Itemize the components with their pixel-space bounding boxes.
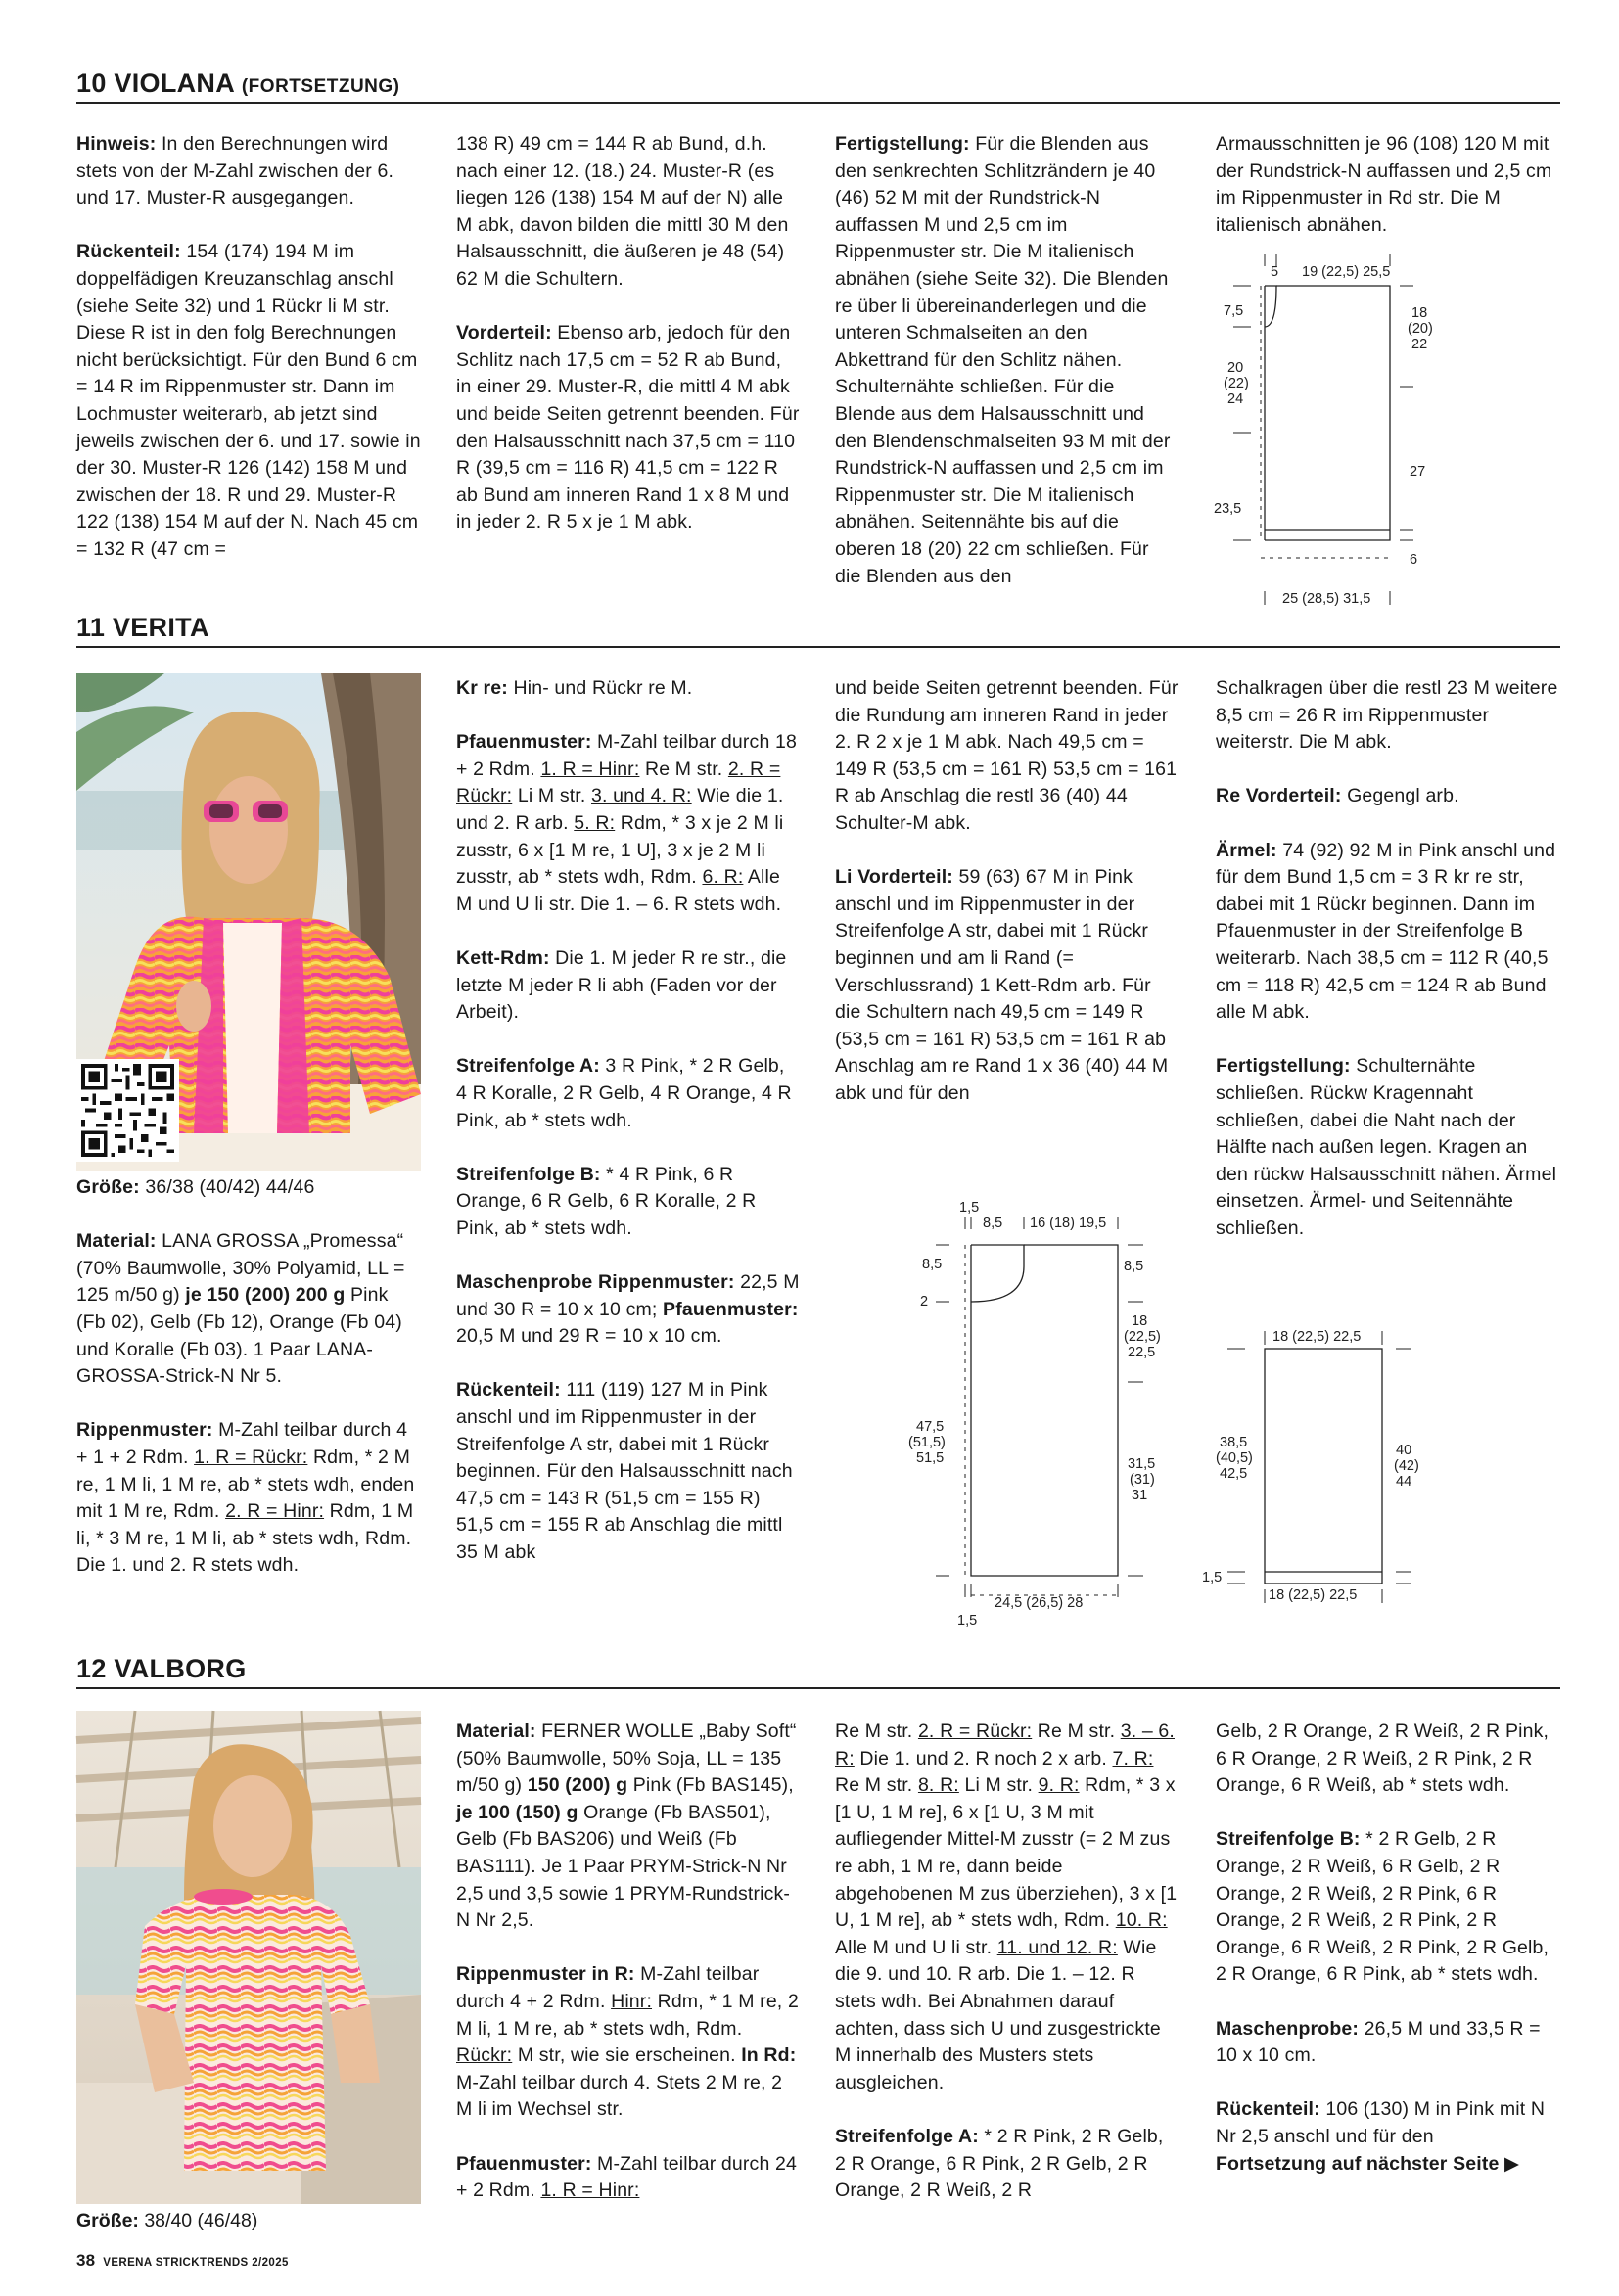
material-label: Material: — [76, 1230, 157, 1253]
rueckenteil-label: Rückenteil: — [1216, 2098, 1320, 2121]
streifenfolge-b-text: * 4 R Pink, 6 R Orange, 6 R Gelb, 6 R Koralle, 2 R Pink, ab * stets wdh. — [456, 1163, 757, 1239]
row-label: 2. R = Rückr: — [456, 758, 781, 807]
dim-label: 2 — [920, 1294, 929, 1309]
pfauenmuster-text: Re M str. — [835, 1774, 918, 1797]
dim-label: 5 — [1271, 264, 1279, 280]
streifenfolge-b-label: Streifenfolge B: — [456, 1163, 601, 1185]
dim-label: 19 (22,5) 25,5 — [1302, 264, 1391, 280]
row-label: 2. R = Hinr: — [225, 1500, 325, 1523]
li-vorderteil-label: Li Vorderteil: — [835, 866, 953, 889]
dim-label: 51,5 — [916, 1450, 945, 1466]
pfauenmuster-text: Re M str. — [639, 758, 728, 780]
kr-re-text: Hin- und Rückr re M. — [507, 677, 693, 699]
re-vorderteil-label: Re Vorderteil: — [1216, 785, 1342, 807]
pfauenmuster-text: Wie die 9. und 10. R arb. Die 1. – 12. R stets wdh. Bei Abnahmen darauf achten, dass sich U und zusgestrickte M innerhalb des Musters stets ausgleichen. — [835, 1936, 1161, 2093]
row-label: 1. R = Hinr: — [540, 2180, 640, 2202]
continued-next-page-link[interactable]: Fortsetzung auf nächster Seite ▶ — [1216, 2152, 1520, 2175]
pfauenmuster-text: Rdm, * 3 x je 2 M li zusstr, 6 x [1 M re, 1 U], 3 x je 2 M li zusstr, ab * stets wdh, Rdm. — [456, 811, 784, 889]
rueckenteil-text: 111 (119) 127 M in Pink anschl und im Rippenmuster in der Streifenfolge A str, dabei mit 1 Rückr beginnen. Für den Halsausschnitt nach 47,5 cm = 143 R (51,5 cm = 155 R) 51,5 cm = 155 R ab Anschlag die mittl 35 M abk — [456, 1379, 793, 1563]
fertigstellung-text: Für die Blenden aus den senkrechten Schlitzrändern je 40 (46) 52 M mit der Rundstrick-N auffassen M und 2,5 cm im Rippenmuster str. Die M italienisch abnähen (siehe Seite 32). Die Blenden re über li übereinanderlegen und die unteren Schmalseiten an den Abkettrand für den Schlitz nähen. Schulternähte schließen. Für die Blende aus dem Halsausschnitt und den Blendenschmalseiten 93 M mit der Rundstrick-N auffassen und 2,5 cm im Rippenmuster str. Die M italienisch abnähen. Seitennähte bis auf die oberen 18 (20) 22 cm schließen. Für die Blenden aus den — [835, 133, 1171, 587]
dim-label: 22 — [1411, 337, 1428, 352]
aermel-text: 74 (92) 92 M in Pink anschl und für dem Bund 1,5 cm = 3 R kr re str, dabei mit 1 Rückr beginnen. Dann im Pfauenmuster in der Streifenfolge B weiterarb. Nach 38,5 cm = 112 R (40,5 cm = 118 R) 42,5 cm = 124 R ab Bund alle M abk. — [1216, 839, 1556, 1024]
material-amount: 150 (200) g — [527, 1774, 628, 1797]
pfauenmuster-text: Die 1. und 2. R noch 2 x arb. — [854, 1747, 1113, 1769]
material-text-2: Pink (Fb 02), Gelb (Fb 12), Orange (Fb 04) und Koralle (Fb 03). 1 Paar LANA-GROSSA-Strick-N Nr 5. — [76, 1284, 402, 1388]
row-label: 1. R = Hinr: — [540, 758, 640, 780]
pfauenmuster-text: Li M str. — [958, 1774, 1039, 1797]
dim-label: 44 — [1396, 1474, 1412, 1490]
woman-sweater-photo — [76, 1711, 421, 2204]
dim-label: 6 — [1410, 552, 1418, 568]
row-label: Hinr: — [611, 1990, 653, 2012]
section-12-groesse — [76, 2208, 257, 2234]
row-label: Rückr: — [456, 2044, 513, 2067]
rippenmuster-text: Rdm, * 1 M re, 2 M li, 1 M re, ab * stets wdh, Rdm. — [456, 1990, 799, 2040]
row-label: 6. R: — [702, 866, 744, 889]
row-label: 3. und 4. R: — [591, 785, 692, 807]
row-label: 2. R = Rückr: — [917, 1721, 1033, 1742]
groesse-text: 38/40 (46/48) — [138, 2210, 258, 2231]
section-12-col-2 — [456, 1719, 801, 2205]
pfauenmuster-text: Rdm, * 3 x [1 U, 1 M re], 6 x [1 U, 3 M mit aufliegender Mittel-M zusstr (= 2 M zus re abh, 1 M re, dann beide abgehobenen M zus überziehen), 3 x [1 U, 1 M re], ab * stets wdh, Rdm. — [835, 1774, 1178, 1932]
pfauenmuster-label: Pfauenmuster: — [456, 2152, 592, 2175]
kr-re-label: Kr re: — [456, 677, 508, 699]
dim-label: 27 — [1410, 464, 1426, 480]
pfauenmuster-text: Li M str. — [512, 785, 591, 807]
streifenfolge-a-text: * 2 R Pink, 2 R Gelb, 2 R Orange, 6 R Pink, 2 R Gelb, 2 R Orange, 2 R Weiß, 2 R — [835, 2125, 1164, 2202]
rippenmuster-text: M str, wie sie erscheinen. — [512, 2044, 742, 2067]
rippenmuster-text-2: Rdm, * 2 M re, 1 M li, 1 M re, ab * stets wdh, enden mit 1 M re, Rdm. — [76, 1446, 415, 1523]
section-12-col-3 — [835, 1719, 1180, 2205]
rippenmuster-text: M-Zahl teilbar durch 4 + 2 Rdm. — [456, 1963, 760, 2012]
schematic-labels — [1214, 264, 1433, 607]
pfauenmuster-text: Re M str. — [835, 1721, 918, 1742]
dim-label: 1,5 — [957, 1613, 978, 1629]
row-label: 3. – 6. R: — [835, 1721, 1175, 1769]
section-11-title: 11 VERITA — [76, 613, 209, 642]
li-vorderteil-text: 59 (63) 67 M in Pink anschl und im Rippenmuster in der Streifenfolge A str, dabei mit 1 Rückr beginnen und am li Rand (= Verschlussrand) 1 Kett-Rdm arb. Für die Schultern nach 49,5 cm = 149 R (53,5 cm = 161 R) 53,5 cm = 161 R ab Anschlag am re Rand 1 x 36 (40) 44 M abk und für den — [835, 866, 1169, 1104]
dim-label: 47,5 — [916, 1419, 945, 1435]
material-text: Pink (Fb BAS145), — [627, 1774, 794, 1797]
row-label: 5. R: — [574, 811, 616, 834]
fertigstellung-label: Fertigstellung: — [1216, 1055, 1351, 1078]
maschenprobe-text: 22,5 M und 30 R = 10 x 10 cm; — [456, 1271, 800, 1320]
rippenmuster-label: Rippenmuster: — [76, 1419, 213, 1442]
pfauenmuster-text: Wie die 1. und 2. R arb. — [456, 785, 784, 834]
dim-label: 7,5 — [1224, 303, 1244, 319]
vorderteil-label: Vorderteil: — [456, 322, 552, 344]
dim-label: 8,5 — [983, 1216, 1003, 1231]
section-10-title: 10 VIOLANA (FORTSETZUNG) — [76, 69, 400, 98]
pfauenmuster-label: Pfauenmuster: — [456, 731, 592, 754]
material-label: Material: — [456, 1721, 536, 1742]
row-label: 1. R = Rückr: — [194, 1446, 308, 1468]
groesse-label: Größe: — [76, 2210, 139, 2231]
body-schematic-labels — [908, 1200, 1161, 1629]
material-text: Orange (Fb BAS501), Gelb (Fb BAS206) und Weiß (Fb BAS111). Je 1 Paar PRYM-Strick-N Nr 2,5 und 3,5 sowie 1 PRYM-Rundstrick-N Nr 2,5. — [456, 1801, 791, 1932]
pfauenmuster-text: M-Zahl teilbar durch 18 + 2 Rdm. — [456, 731, 798, 780]
fertigstellung-label: Fertigstellung: — [835, 133, 970, 155]
row-label: 9. R: — [1038, 1774, 1080, 1797]
maschenprobe-text: 26,5 M und 33,5 R = 10 x 10 cm. — [1216, 2017, 1541, 2067]
material-amount: je 150 (200) 200 g — [185, 1284, 346, 1307]
hinweis-text: In den Berechnungen wird stets von der M-Zahl zwischen der 6. und 17. Muster-R ausgegangen. — [76, 133, 394, 209]
dim-label: 31,5 — [1128, 1456, 1156, 1472]
section-10-col-4 — [1216, 131, 1560, 239]
dim-label: 16 (18) 19,5 — [1030, 1216, 1107, 1231]
rueckenteil-cont-text: und beide Seiten getrennt beenden. Für die Rundung am inneren Rand in jeder 2. R 2 x je 1 M abk. Nach 49,5 cm = 149 R (53,5 cm = 161 R) 53,5 cm = 161 R ab Anschlag die restl 36 (40) 44 Schulter-M abk. — [835, 677, 1179, 834]
dim-label: 18 (22,5) 22,5 — [1272, 1329, 1362, 1345]
maschenprobe-label: Maschenprobe: — [1216, 2017, 1360, 2040]
page-footer — [76, 2251, 289, 2271]
section-10-col-1 — [76, 131, 421, 564]
dim-label: 18 — [1411, 305, 1428, 321]
dim-label: 38,5 — [1220, 1435, 1248, 1450]
dim-label: 40 — [1396, 1443, 1412, 1458]
streifenfolge-a-text: 3 R Pink, * 2 R Gelb, 4 R Koralle, 2 R Gelb, 4 R Orange, 4 R Pink, ab * stets wdh. — [456, 1055, 792, 1131]
row-label: 8. R: — [917, 1774, 959, 1797]
maschenprobe-label: Maschenprobe Rippenmuster: — [456, 1271, 735, 1294]
material-text: FERNER WOLLE „Baby Soft“ (50% Baumwolle, 50% Soja, LL = 135 m/50 g) — [456, 1721, 797, 1797]
dim-label: 18 — [1132, 1313, 1148, 1329]
vorderteil-text: Ebenso arb, jedoch für den Schlitz nach 17,5 cm = 52 R ab Bund, in einer 29. Muster-R, die mittl 4 M abk und beide Seiten getrennt beenden. Für den Halsausschnitt nach 37,5 cm = 110 R (39,5 cm = 116 R) 41,5 cm = 122 R ab Bund am inneren Rand 1 x 8 M und in jeder 2. R 5 x je 1 M abk. — [456, 322, 800, 533]
dim-label: (42) — [1394, 1458, 1419, 1474]
streifenfolge-a-label: Streifenfolge A: — [456, 1055, 600, 1078]
dim-label: 31 — [1132, 1488, 1148, 1503]
material-text: LANA GROSSA „Promessa“ (70% Baumwolle, 30% Polyamid, LL = 125 m/50 g) — [76, 1230, 405, 1307]
schalkragen-text: Schalkragen über die restl 23 M weitere 8,5 cm = 26 R im Rippenmuster weiterstr. Die M abk. — [1216, 677, 1558, 754]
dim-label: 24 — [1227, 391, 1244, 407]
streifenfolge-a-cont: Gelb, 2 R Orange, 2 R Weiß, 2 R Pink, 6 R Orange, 2 R Weiß, 2 R Pink, 2 R Orange, 6 R Weiß, ab * stets wdh. — [1216, 1721, 1550, 1797]
section-12-title: 12 VALBORG — [76, 1654, 247, 1683]
section-11-header — [76, 609, 1560, 648]
section-10-col-2 — [456, 131, 801, 536]
section-10-subtitle: (FORTSETZUNG) — [241, 76, 400, 97]
streifenfolge-b-label: Streifenfolge B: — [1216, 1828, 1361, 1851]
rippenmuster-text-3: Rdm, 1 M li, * 3 M re, 1 M li, ab * stets wdh, Rdm. Die 1. und 2. R stets wdh. — [76, 1500, 414, 1577]
section-10-header — [76, 65, 1560, 104]
dim-label: 20 — [1227, 360, 1244, 376]
dim-label: 24,5 (26,5) 28 — [995, 1595, 1084, 1611]
rueckenteil-label: Rückenteil: — [76, 241, 181, 263]
publication-name: VERENA STRICKTRENDS 2/2025 — [103, 2257, 289, 2269]
rippenmuster-text: M-Zahl teilbar durch 4 + 1 + 2 Rdm. — [76, 1419, 408, 1468]
row-label: 7. R: — [1112, 1747, 1154, 1769]
dim-label: 18 (22,5) 22,5 — [1269, 1587, 1358, 1603]
dim-label: (20) — [1408, 321, 1433, 337]
armausschnitt-text: Armausschnitten je 96 (108) 120 M mit der Rundstrick-N auffassen und 2,5 cm im Rippenmuster in Rd str. Die M italienisch abnähen. — [1216, 133, 1552, 236]
maschenprobe-text-2: 20,5 M und 29 R = 10 x 10 cm. — [456, 1325, 722, 1348]
streifenfolge-a-label: Streifenfolge A: — [835, 2125, 979, 2147]
verita-body-schematic — [901, 1196, 1184, 1636]
violana-schematic-diagram — [1204, 247, 1439, 619]
pfauenmuster-text: Re M str. — [1032, 1721, 1121, 1742]
row-label: 11. und 12. R: — [996, 1936, 1118, 1958]
dim-label: (51,5) — [908, 1435, 946, 1450]
rippenmuster-text: M-Zahl teilbar durch 4. Stets 2 M re, 2 M li im Wechsel str. — [456, 2071, 783, 2121]
dim-label: 42,5 — [1220, 1466, 1248, 1482]
section-11-col-1 — [76, 1174, 421, 1580]
pfauenmuster-text: Alle M und U li str. Die 1. – 6. R stets wdh. — [456, 866, 782, 915]
dim-label: 1,5 — [1202, 1570, 1223, 1585]
dim-label: 25 (28,5) 31,5 — [1282, 591, 1371, 607]
groesse-label: Größe: — [76, 1176, 140, 1198]
verita-sleeve-schematic — [1202, 1311, 1421, 1615]
in-rd-label: In Rd: — [741, 2044, 797, 2067]
section-11-col-2 — [456, 675, 801, 1567]
dim-label: 23,5 — [1214, 501, 1242, 517]
dim-label: (31) — [1130, 1472, 1155, 1488]
section-11-col-4 — [1216, 675, 1560, 1242]
dim-label: (40,5) — [1216, 1450, 1253, 1466]
re-vorderteil-text: Gegengl arb. — [1341, 785, 1459, 807]
dim-label: 8,5 — [1124, 1259, 1144, 1274]
fertigstellung-text: Schulternähte schließen. Rückw Kragennaht schließen, dabei die Naht nach der Hälfte nach außen legen. Kragen an den rückw Halsausschnitt nähen. Ärmel einsetzen. Ärmel- und Seitennähte schließen. — [1216, 1055, 1557, 1239]
kett-rdm-label: Kett-Rdm: — [456, 946, 550, 969]
streifenfolge-b-text: * 2 R Gelb, 2 R Orange, 2 R Weiß, 6 R Gelb, 2 R Orange, 2 R Weiß, 2 R Pink, 6 R Orange, 2 R Weiß, 2 R Pink, 2 R Orange, 6 R Weiß, 2 R Pink, 2 R Gelb, 2 R Orange, 6 R Pink, ab * stets wdh. — [1216, 1828, 1550, 1986]
section-11-col-3 — [835, 675, 1180, 1108]
page-number: 38 — [76, 2251, 96, 2270]
rueckenteil-text: 154 (174) 194 M im doppelfädigen Kreuzanschlag anschl (siehe Seite 32) und 1 Rückr li M str. Diese R ist in den folg Berechnungen nicht berücksichtigt. Für den Bund 6 cm = 14 R im Rippenmuster str. Dann im Lochmuster weiterarb, ab jetzt sind jeweils zwischen der 6. und 17. sowie in der 30. Muster-R 126 (142) 158 M und zwischen der 18. R und 29. Muster-R 122 (138) 154 M auf der N. Nach 45 cm = 132 R (47 cm = — [76, 241, 421, 560]
dim-label: 1,5 — [959, 1200, 980, 1216]
dim-label: 8,5 — [922, 1257, 943, 1272]
section-12-header — [76, 1650, 1560, 1689]
section-12-col-4 — [1216, 1719, 1560, 2178]
qr-code-icon — [76, 1059, 179, 1162]
pfauenmuster-label: Pfauenmuster: — [663, 1298, 799, 1320]
sleeve-schematic-labels — [1202, 1329, 1419, 1603]
rippenmuster-label: Rippenmuster in R: — [456, 1963, 635, 1986]
pfauenmuster-text: M-Zahl teilbar durch 24 + 2 Rdm. — [456, 2152, 798, 2202]
groesse-text: 36/38 (40/42) 44/46 — [139, 1176, 315, 1198]
aermel-label: Ärmel: — [1216, 839, 1277, 861]
rueckenteil-cont-text: 138 R) 49 cm = 144 R ab Bund, d.h. nach einer 12. (18.) 24. Muster-R (es liegen 126 (138) 154 M auf der N) alle M abk, davon bilden die mittl 30 M den Halsausschnitt, die äußeren je 48 (54) 62 M die Schultern. — [456, 133, 789, 290]
dim-label: (22) — [1224, 376, 1249, 391]
section-10-col-3 — [835, 131, 1180, 590]
rueckenteil-text: 106 (130) M in Pink mit N Nr 2,5 anschl und für den — [1216, 2098, 1546, 2147]
kett-rdm-text: Die 1. M jeder R re str., die letzte M jeder R li abh (Faden vor der Arbeit). — [456, 946, 787, 1024]
pfauenmuster-text: Alle M und U li str. — [835, 1936, 997, 1958]
dim-label: 22,5 — [1128, 1345, 1156, 1360]
row-label: 10. R: — [1115, 1909, 1168, 1932]
hinweis-label: Hinweis: — [76, 133, 157, 155]
material-amount: je 100 (150) g — [456, 1801, 578, 1823]
rueckenteil-label: Rückenteil: — [456, 1379, 561, 1401]
dim-label: (22,5) — [1124, 1329, 1161, 1345]
